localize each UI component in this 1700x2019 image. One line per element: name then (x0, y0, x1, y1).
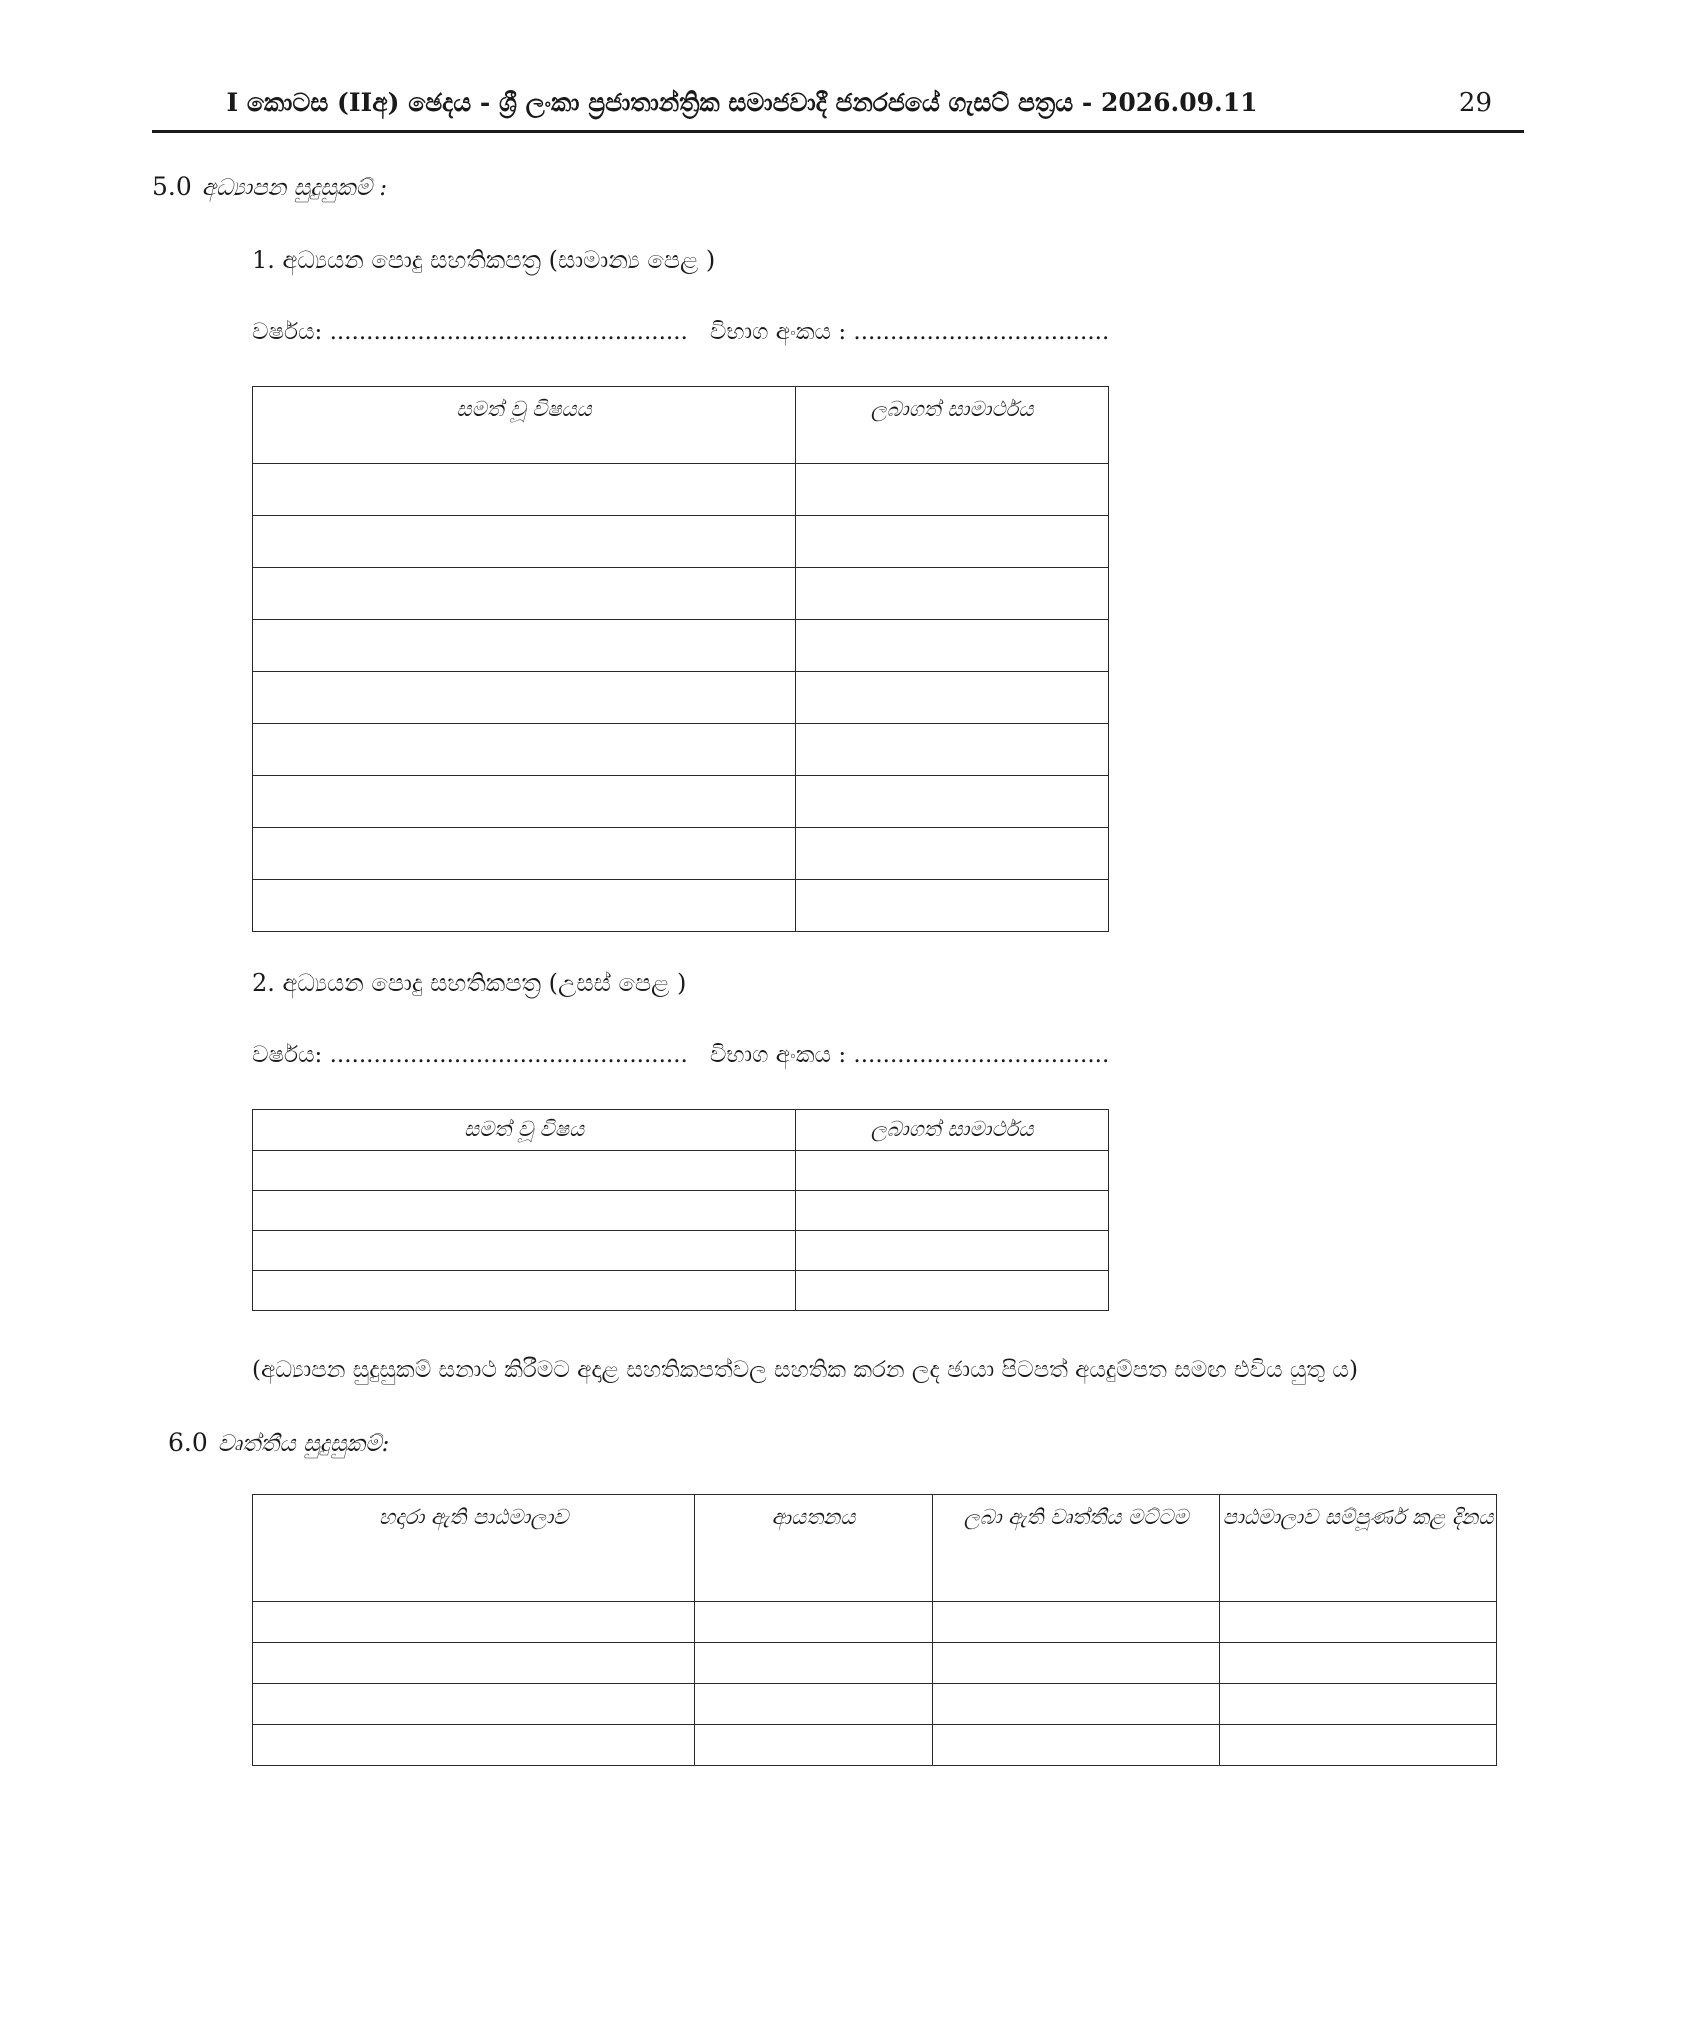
ol-col-grade: ලබාගත් සාමාර්ථය (796, 387, 1109, 464)
professional-qualifications-table (252, 1494, 1497, 1766)
prof-course-cell[interactable] (253, 1684, 695, 1725)
header-title: I කොටස (IIඅ) ඡෙදය - ශ්‍රී ලංකා ප්‍රජාතාන්ත්‍රික සමාජවාදී ජනරජයේ ගැසට් පත්‍රය - 2026.09.11 (226, 88, 1258, 117)
ol-results-table (252, 386, 1109, 932)
table-row (253, 1684, 1497, 1725)
ol-subject-cell[interactable] (253, 776, 796, 828)
prof-col-course: හදාරා ඇති පාඨමාලාව (253, 1495, 695, 1602)
page-number: 29 (1458, 88, 1492, 118)
al-results-table (252, 1109, 1109, 1311)
gazette-header (152, 82, 1524, 133)
ol-subject-cell[interactable] (253, 828, 796, 880)
section-6-heading (168, 1428, 389, 1457)
section-5-heading (152, 172, 387, 201)
ol-grade-cell[interactable] (796, 620, 1109, 672)
prof-institute-cell[interactable] (695, 1602, 933, 1643)
ol-subject-cell[interactable] (253, 516, 796, 568)
table-row (253, 464, 1109, 516)
ol-table-header-row (253, 387, 1109, 464)
table-row (253, 1271, 1109, 1311)
ol-grade-cell[interactable] (796, 776, 1109, 828)
prof-col-level: ලබා ඇති වෘත්තීය මට්ටම (933, 1495, 1220, 1602)
al-subject-cell[interactable] (253, 1191, 796, 1231)
table-row (253, 776, 1109, 828)
ol-subject-cell[interactable] (253, 620, 796, 672)
prof-date-cell[interactable] (1220, 1684, 1497, 1725)
table-row (253, 1191, 1109, 1231)
al-year-field[interactable]: වර්ෂය: ................................................. (252, 1042, 688, 1068)
table-row (253, 672, 1109, 724)
prof-level-cell[interactable] (933, 1643, 1220, 1684)
al-subject-cell[interactable] (253, 1231, 796, 1271)
prof-level-cell[interactable] (933, 1602, 1220, 1643)
table-row (253, 568, 1109, 620)
ol-subject-cell[interactable] (253, 672, 796, 724)
section-5-label: අධ්‍යාපන සුදුසුකම් : (201, 175, 388, 201)
prof-course-cell[interactable] (253, 1643, 695, 1684)
section-6-label: වෘත්තීය සුදුසුකම්: (217, 1431, 390, 1457)
prof-course-cell[interactable] (253, 1725, 695, 1766)
ol-grade-cell[interactable] (796, 516, 1109, 568)
al-col-grade: ලබාගත් සාමාර්ථය (796, 1110, 1109, 1151)
attachment-note: (අධ්‍යාපන සුදුසුකම් සනාථ කිරීමට අදාළ සහතිකපත්වල සහතික කරන ලද ඡායා පිටපත් අයදුම්පත සමඟ එවිය යුතු ය) (252, 1357, 1358, 1383)
table-row (253, 516, 1109, 568)
ol-index-field[interactable]: විභාග අංකය : ................................... (709, 319, 1110, 345)
al-grade-cell[interactable] (796, 1271, 1109, 1311)
table-row (253, 620, 1109, 672)
section-6-number: 6.0 (168, 1428, 208, 1457)
table-row (253, 1725, 1497, 1766)
ol-grade-cell[interactable] (796, 672, 1109, 724)
section-5-number: 5.0 (152, 172, 192, 201)
ol-grade-cell[interactable] (796, 464, 1109, 516)
ol-grade-cell[interactable] (796, 724, 1109, 776)
ol-col-subject: සමත් වූ විෂයය (253, 387, 796, 464)
prof-level-cell[interactable] (933, 1725, 1220, 1766)
ol-subject-cell[interactable] (253, 568, 796, 620)
prof-date-cell[interactable] (1220, 1602, 1497, 1643)
al-year-index-line (252, 1042, 1109, 1068)
ol-year-field[interactable]: වර්ෂය: ................................................. (252, 319, 688, 345)
ol-heading: 1. අධ්‍යයන පොදු සහතිකපත්‍ර (සාමාන්‍ය පෙළ ) (252, 246, 716, 274)
prof-level-cell[interactable] (933, 1684, 1220, 1725)
ol-subject-cell[interactable] (253, 464, 796, 516)
al-heading: 2. අධ්‍යයන පොදු සහතිකපත්‍ර (උසස් පෙළ ) (252, 969, 687, 997)
al-grade-cell[interactable] (796, 1151, 1109, 1191)
al-grade-cell[interactable] (796, 1191, 1109, 1231)
table-row (253, 880, 1109, 932)
ol-subject-cell[interactable] (253, 724, 796, 776)
table-row (253, 724, 1109, 776)
table-row (253, 1151, 1109, 1191)
ol-subject-cell[interactable] (253, 880, 796, 932)
prof-institute-cell[interactable] (695, 1684, 933, 1725)
al-index-field[interactable]: විභාග අංකය : ................................... (709, 1042, 1110, 1068)
prof-date-cell[interactable] (1220, 1643, 1497, 1684)
prof-col-completion-date: පාඨමාලාව සම්පූර්ණ කළ දිනය (1220, 1495, 1497, 1602)
table-row (253, 1231, 1109, 1271)
al-grade-cell[interactable] (796, 1231, 1109, 1271)
prof-institute-cell[interactable] (695, 1643, 933, 1684)
ol-grade-cell[interactable] (796, 828, 1109, 880)
table-row (253, 1602, 1497, 1643)
ol-grade-cell[interactable] (796, 880, 1109, 932)
ol-grade-cell[interactable] (796, 568, 1109, 620)
al-subject-cell[interactable] (253, 1151, 796, 1191)
prof-course-cell[interactable] (253, 1602, 695, 1643)
prof-date-cell[interactable] (1220, 1725, 1497, 1766)
prof-col-institute: ආයතනය (695, 1495, 933, 1602)
ol-year-index-line (252, 319, 1109, 345)
prof-institute-cell[interactable] (695, 1725, 933, 1766)
prof-table-header-row (253, 1495, 1497, 1602)
al-subject-cell[interactable] (253, 1271, 796, 1311)
table-row (253, 828, 1109, 880)
al-table-header-row (253, 1110, 1109, 1151)
table-row (253, 1643, 1497, 1684)
al-col-subject: සමත් වූ විෂය (253, 1110, 796, 1151)
